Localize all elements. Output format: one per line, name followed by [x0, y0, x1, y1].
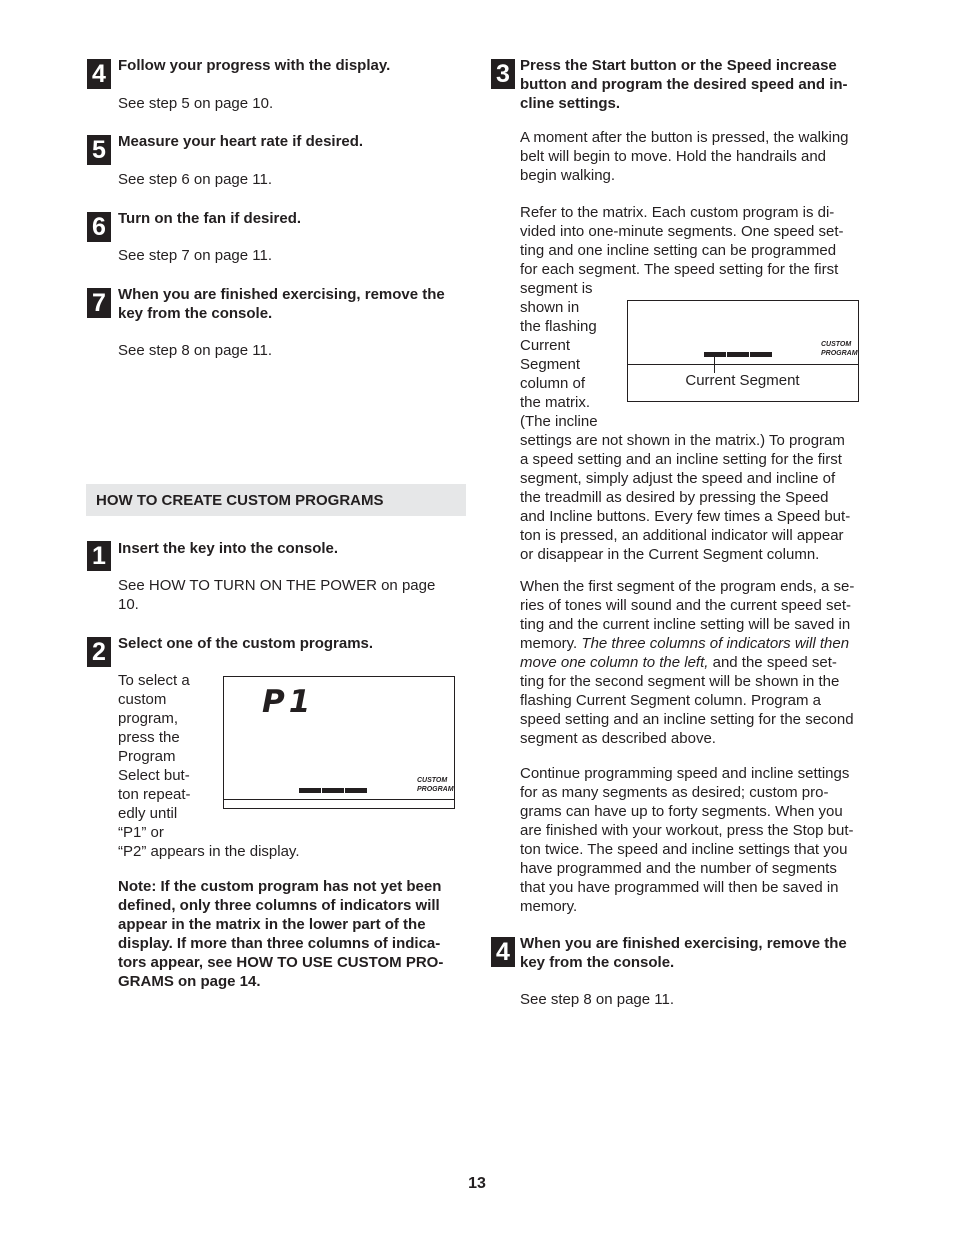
display-divider: [628, 364, 858, 365]
step-body: See step 6 on page 11.: [118, 171, 273, 188]
matrix-indicator: [322, 788, 344, 793]
step-note: Note: If the custom program has not yet been defined, only three columns of indicators will appear in the matrix in the lower part of the display. If more than three columns of indica- tors appear, see HOW TO USE CUSTOM PRO- GRAMS on page 14.: [118, 878, 444, 990]
matrix-indicator: [345, 788, 367, 793]
page-number: 13: [468, 1175, 486, 1192]
step-heading: When you are finished exercising, remove the key from the console.: [118, 286, 445, 322]
step-body: See step 8 on page 11.: [118, 342, 273, 359]
step-body: See HOW TO TURN ON THE POWER on page 10.: [118, 577, 436, 613]
matrix-indicator: [704, 352, 726, 357]
custom-program-label: CUSTOM PROGRAM: [821, 341, 858, 357]
step-number-6: 6: [87, 212, 111, 242]
step-heading: Select one of the custom programs.: [118, 635, 374, 652]
step-number-4: 4: [491, 937, 515, 967]
step-number-5: 5: [87, 135, 111, 165]
step-heading: Turn on the fan if desired.: [118, 210, 302, 227]
step-number-3: 3: [491, 59, 515, 89]
paragraph: When the first segment of the program ends, a se- ries of tones will sound and the current speed set- ting and the current incline setting will be saved in memory. The three columns of indicators will then move one column to the left, and the speed set- ting for the second segment will be shown in the flashing Current Segment column. Program a speed setting and an incline setting for the second segment as described above.: [520, 578, 855, 747]
step-body: See step 8 on page 11.: [520, 991, 675, 1008]
step-number-1: 1: [87, 541, 111, 571]
matrix-indicator: [299, 788, 321, 793]
current-segment-display-illustration: [627, 300, 859, 402]
paragraph: Refer to the matrix. Each custom program is di- vided into one-minute segments. One speed set- ting and one incline setting can be programmed for each segment. The speed setting for the first segment is shown in the flashing Current Segment column of the matrix. (The incline settings are not shown in the matrix.) To program a speed setting and an incline setting for the first segment, simply adjust the speed and incline of the treadmill as desired by pressing the Speed and Incline buttons. Every few times a Speed but- ton is pressed, an additional indicator will appear or disappear in the Current Segment column.: [520, 204, 851, 563]
step-heading: Measure your heart rate if desired.: [118, 133, 364, 150]
step-number-2: 2: [87, 637, 111, 667]
step-body: See step 5 on page 10.: [118, 95, 274, 112]
step-body: See step 7 on page 11.: [118, 247, 273, 264]
custom-program-label: CUSTOM PROGRAM: [417, 777, 454, 793]
step-body: To select a custom program, press the Program Select but- ton repeat- edly until “P1” or “P2” appears in the display.: [118, 672, 300, 860]
step-heading: Press the Start button or the Speed increase button and program the desired speed and in- cline settings.: [520, 57, 848, 112]
matrix-indicator: [727, 352, 749, 357]
step-heading: Follow your progress with the display.: [118, 57, 391, 74]
console-display-illustration: [223, 676, 455, 809]
current-segment-label: Current Segment: [685, 372, 800, 389]
step-number-7: 7: [87, 288, 111, 318]
step-heading: When you are finished exercising, remove the key from the console.: [520, 935, 847, 971]
paragraph: Continue programming speed and incline settings for as many segments as desired; custom pro- grams can have up to forty segments. When you are finished with your workout, press the Stop but- ton twice. The speed and incline settings that you have programmed and the number of segments that you have programmed will then be saved in memory.: [520, 765, 854, 915]
paragraph: A moment after the button is pressed, the walking belt will begin to move. Hold the handrails and begin walking.: [520, 129, 849, 184]
display-divider: [224, 799, 454, 800]
section-title: HOW TO CREATE CUSTOM PROGRAMS: [96, 492, 384, 509]
step-number-4: 4: [87, 59, 111, 89]
display-program-text: P1: [262, 684, 315, 720]
step-heading: Insert the key into the console.: [118, 540, 339, 557]
matrix-indicator: [750, 352, 772, 357]
